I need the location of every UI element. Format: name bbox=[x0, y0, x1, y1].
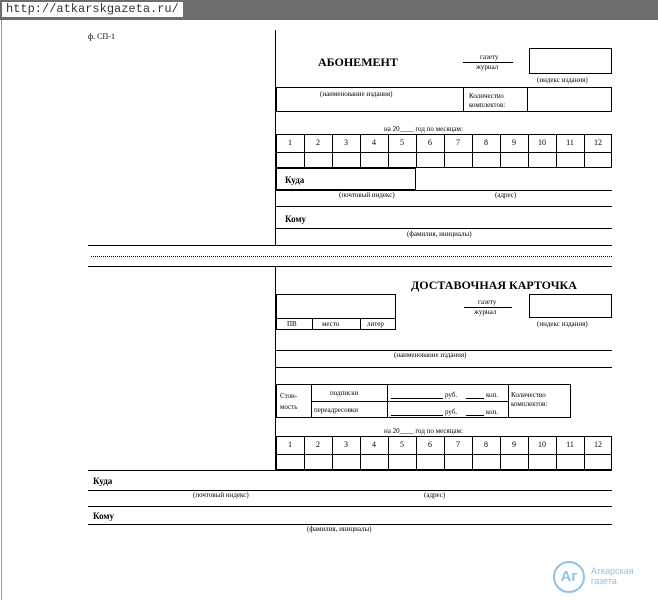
cost-row-line bbox=[311, 401, 508, 402]
page-border bbox=[1, 20, 2, 600]
delivery-address-caption: (адрес) bbox=[424, 491, 446, 499]
cut-line bbox=[91, 256, 612, 257]
month-1: 1 bbox=[288, 440, 292, 449]
watermark-line-1: Аткарская bbox=[591, 566, 634, 576]
month-5: 5 bbox=[400, 440, 404, 449]
year-label: на 20____ год по месяцам: bbox=[384, 125, 463, 133]
month-12: 12 bbox=[594, 440, 602, 449]
delivery-year-label: на 20____ год по месяцам: bbox=[384, 427, 463, 435]
delivery-qty-label-2: комплектов: bbox=[511, 400, 548, 408]
delivery-postal-caption: (почтовый индекс) bbox=[193, 491, 249, 499]
delivery-gazetu-label: газету bbox=[478, 298, 497, 306]
cost-label-2: мость bbox=[280, 403, 298, 411]
month-cell-1[interactable] bbox=[276, 152, 304, 168]
kop-input-2[interactable] bbox=[466, 415, 484, 416]
month-10: 10 bbox=[538, 440, 546, 449]
newspaper-watermark bbox=[591, 566, 634, 586]
address-line-2[interactable] bbox=[276, 206, 612, 207]
month-11: 11 bbox=[566, 440, 574, 449]
kop-label-1: коп. bbox=[486, 391, 499, 399]
month-7: 7 bbox=[456, 138, 460, 147]
month-4: 4 bbox=[372, 440, 376, 449]
quantity-divider bbox=[527, 87, 528, 112]
month-cell-3[interactable] bbox=[332, 454, 360, 470]
delivery-komu-label: Кому bbox=[93, 511, 115, 521]
kop-label-2: коп. bbox=[486, 408, 499, 416]
mesto-label: место bbox=[322, 320, 340, 328]
recipient-line[interactable] bbox=[276, 228, 612, 229]
watermark-line-2: газета bbox=[591, 576, 617, 586]
kop-input-1[interactable] bbox=[466, 398, 484, 399]
delivery-name-line-2 bbox=[276, 367, 612, 368]
month-cell-2[interactable] bbox=[304, 454, 332, 470]
month-cell-8[interactable] bbox=[472, 454, 500, 470]
quantity-label-1: Количество bbox=[469, 92, 504, 100]
month-1: 1 bbox=[288, 138, 292, 147]
newspaper-logo-icon: Аг bbox=[553, 561, 585, 593]
index-input[interactable] bbox=[529, 48, 612, 74]
month-5: 5 bbox=[400, 138, 404, 147]
address-caption: (адрес) bbox=[495, 191, 517, 199]
month-2: 2 bbox=[316, 440, 320, 449]
delivery-index-caption: (индекс издания) bbox=[537, 320, 588, 328]
pereadresovki-label: переадресовки bbox=[314, 406, 359, 414]
delivery-top-line bbox=[88, 470, 612, 471]
month-cell-5[interactable] bbox=[388, 454, 416, 470]
pv-line bbox=[276, 318, 396, 319]
liter-label: литер bbox=[367, 320, 384, 328]
delivery-address-line-2[interactable] bbox=[88, 506, 612, 507]
publication-name-caption: (наименование издания) bbox=[320, 90, 393, 98]
month-cell-10[interactable] bbox=[528, 454, 556, 470]
podpiski-label: подписки bbox=[330, 389, 359, 397]
pv-divider-1 bbox=[312, 318, 313, 330]
fio-caption: (фамилия, инициалы) bbox=[407, 230, 472, 238]
month-cell-9[interactable] bbox=[500, 454, 528, 470]
month-cell-5[interactable] bbox=[388, 152, 416, 168]
month-9: 9 bbox=[512, 440, 516, 449]
month-cell-3[interactable] bbox=[332, 152, 360, 168]
delivery-qty-label-1: Количество bbox=[511, 391, 546, 399]
month-cell-12[interactable] bbox=[584, 152, 612, 168]
komu-label: Кому bbox=[285, 214, 307, 224]
month-cell-12[interactable] bbox=[584, 454, 612, 470]
subscription-title: АБОНЕМЕНТ bbox=[318, 55, 398, 69]
month-cell-7[interactable] bbox=[444, 454, 472, 470]
postal-caption: (почтовый индекс) bbox=[339, 191, 395, 199]
month-cell-11[interactable] bbox=[556, 454, 584, 470]
month-12: 12 bbox=[594, 138, 602, 147]
month-cell-6[interactable] bbox=[416, 454, 444, 470]
month-3: 3 bbox=[344, 440, 348, 449]
month-10: 10 bbox=[538, 138, 546, 147]
pv-divider-2 bbox=[360, 318, 361, 330]
rub-input-2[interactable] bbox=[391, 415, 443, 416]
rub-label-1: руб. bbox=[445, 391, 458, 399]
gazetu-label: газету bbox=[480, 53, 499, 61]
pv-label: ПВ bbox=[287, 320, 297, 328]
address-line[interactable] bbox=[276, 190, 612, 191]
rub-input-1[interactable] bbox=[391, 398, 443, 399]
month-4: 4 bbox=[372, 138, 376, 147]
month-cell-2[interactable] bbox=[304, 152, 332, 168]
cost-label-1: Стои- bbox=[280, 392, 298, 400]
month-7: 7 bbox=[456, 440, 460, 449]
index-caption: (индекс издания) bbox=[537, 76, 588, 84]
delivery-name-caption: (наименование издания) bbox=[394, 351, 467, 359]
url-field[interactable]: http://atkarskgazeta.ru/ bbox=[2, 2, 183, 17]
month-9: 9 bbox=[512, 138, 516, 147]
delivery-address-line[interactable] bbox=[88, 490, 612, 491]
form-code: ф. СП-1 bbox=[88, 32, 115, 41]
month-3: 3 bbox=[344, 138, 348, 147]
month-cell-1[interactable] bbox=[276, 454, 304, 470]
quantity-label-2: комплектов: bbox=[469, 101, 506, 109]
separator-top bbox=[88, 245, 612, 246]
month-2: 2 bbox=[316, 138, 320, 147]
month-cell-9[interactable] bbox=[500, 152, 528, 168]
delivery-kuda-label: Куда bbox=[93, 476, 113, 486]
delivery-zhurnal-label: журнал bbox=[474, 308, 497, 316]
browser-toolbar bbox=[0, 0, 658, 20]
separator-bottom bbox=[88, 266, 612, 267]
kuda-label: Куда bbox=[285, 175, 305, 185]
month-cell-11[interactable] bbox=[556, 152, 584, 168]
rub-label-2: руб. bbox=[445, 408, 458, 416]
delivery-index-input[interactable] bbox=[529, 294, 612, 318]
month-cell-4[interactable] bbox=[360, 152, 388, 168]
month-6: 6 bbox=[428, 138, 432, 147]
month-cell-4[interactable] bbox=[360, 454, 388, 470]
month-11: 11 bbox=[566, 138, 574, 147]
month-cell-6[interactable] bbox=[416, 152, 444, 168]
delivery-title: ДОСТАВОЧНАЯ КАРТОЧКА bbox=[411, 278, 577, 292]
delivery-fio-caption: (фамилия, инициалы) bbox=[307, 525, 372, 533]
month-cell-10[interactable] bbox=[528, 152, 556, 168]
month-cell-7[interactable] bbox=[444, 152, 472, 168]
month-8: 8 bbox=[484, 440, 488, 449]
month-cell-8[interactable] bbox=[472, 152, 500, 168]
zhurnal-label: журнал bbox=[476, 63, 499, 71]
cost-divider-3 bbox=[508, 384, 509, 418]
month-6: 6 bbox=[428, 440, 432, 449]
month-8: 8 bbox=[484, 138, 488, 147]
